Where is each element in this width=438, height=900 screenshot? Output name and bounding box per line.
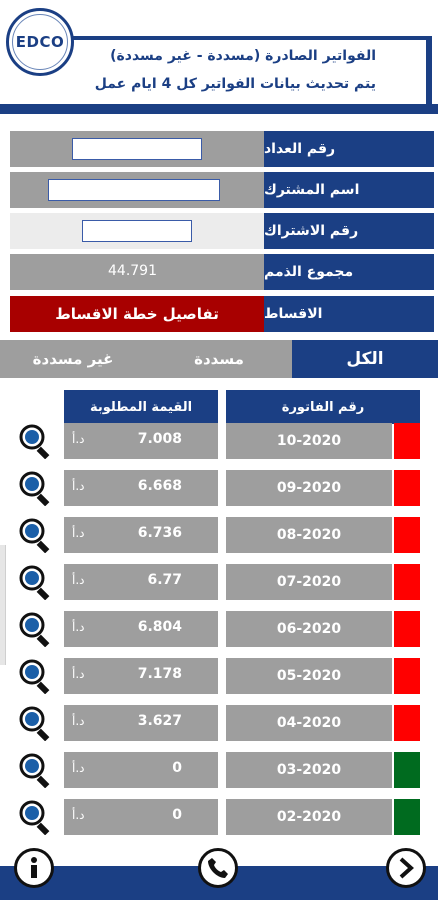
tab-unpaid[interactable]: غير مسددة (32, 350, 114, 368)
meter-number-input[interactable] (72, 138, 202, 160)
amount-cell (64, 799, 218, 835)
invoice-number[interactable]: 08-2020 (226, 517, 392, 553)
status-indicator (394, 799, 420, 835)
invoice-number[interactable]: 02-2020 (226, 799, 392, 835)
phone-icon (206, 856, 230, 880)
logo-text: EDCO (15, 33, 65, 51)
currency-label: د.أ (72, 808, 85, 822)
currency-label: د.أ (72, 432, 85, 446)
amount-cell (64, 564, 218, 600)
invoice-number[interactable]: 05-2020 (226, 658, 392, 694)
info-icon (24, 856, 44, 880)
installment-plan-button[interactable]: تفاصيل خطة الاقساط (10, 296, 264, 332)
magnifier-icon[interactable] (18, 517, 54, 553)
magnifier-icon[interactable] (18, 752, 54, 788)
amount-value: 6.736 (137, 525, 182, 541)
meter-number-label: رقم العداد (264, 131, 434, 167)
amount-value: 6.804 (137, 619, 182, 635)
status-indicator (394, 705, 420, 741)
invoice-number[interactable]: 10-2020 (226, 423, 392, 459)
amount-cell (64, 658, 218, 694)
header-divider (0, 104, 438, 114)
installments-label: الاقساط (264, 296, 434, 332)
page-title: الفواتير الصادرة (مسددة - غير مسددة) (110, 48, 376, 64)
invoice-number[interactable]: 09-2020 (226, 470, 392, 506)
magnifier-icon[interactable] (18, 611, 54, 647)
call-button[interactable] (198, 848, 238, 888)
status-indicator (394, 517, 420, 553)
magnifier-icon[interactable] (18, 658, 54, 694)
magnifier-icon[interactable] (18, 799, 54, 835)
invoice-number[interactable]: 04-2020 (226, 705, 392, 741)
status-indicator (394, 423, 420, 459)
currency-label: د.أ (72, 479, 85, 493)
currency-label: د.أ (72, 573, 85, 587)
amount-value: 0 (172, 760, 182, 776)
amount-column-header: القيمة المطلوبة (64, 390, 218, 424)
info-button[interactable] (14, 848, 54, 888)
status-indicator (394, 611, 420, 647)
side-handle[interactable] (0, 545, 6, 665)
subscription-number-label: رقم الاشتراك (264, 213, 434, 249)
amount-cell (64, 470, 218, 506)
amount-cell (64, 423, 218, 459)
amount-value: 7.008 (137, 431, 182, 447)
currency-label: د.أ (72, 714, 85, 728)
invoice-number[interactable]: 06-2020 (226, 611, 392, 647)
amount-value: 3.627 (137, 713, 182, 729)
subscription-number-input[interactable] (82, 220, 192, 242)
amount-value: 6.77 (147, 572, 182, 588)
header-frame (40, 36, 432, 108)
amount-cell (64, 752, 218, 788)
invoice-number[interactable]: 03-2020 (226, 752, 392, 788)
invoice-number[interactable]: 07-2020 (226, 564, 392, 600)
magnifier-icon[interactable] (18, 470, 54, 506)
currency-label: د.أ (72, 526, 85, 540)
invoice-column-header: رقم الفاتورة (226, 390, 420, 424)
status-indicator (394, 658, 420, 694)
total-dues-label: مجموع الذمم (264, 254, 434, 290)
amount-value: 6.668 (137, 478, 182, 494)
subscriber-name-input[interactable] (48, 179, 220, 201)
currency-label: د.أ (72, 620, 85, 634)
amount-value: 0 (172, 807, 182, 823)
page-subtitle: يتم تحديث بيانات الفواتير كل 4 ايام عمل (94, 76, 376, 92)
amount-cell (64, 517, 218, 553)
currency-label: د.أ (72, 761, 85, 775)
magnifier-icon[interactable] (18, 564, 54, 600)
magnifier-icon[interactable] (18, 705, 54, 741)
status-indicator (394, 470, 420, 506)
magnifier-icon[interactable] (18, 423, 54, 459)
chevron-right-icon (395, 856, 417, 880)
currency-label: د.أ (72, 667, 85, 681)
next-button[interactable] (386, 848, 426, 888)
amount-cell (64, 611, 218, 647)
status-indicator (394, 564, 420, 600)
tab-paid[interactable]: مسددة (194, 350, 244, 368)
logo-ring (12, 14, 68, 70)
subscriber-name-label: اسم المشترك (264, 172, 434, 208)
filter-tabs (0, 340, 438, 378)
total-dues-value: 44.791 (108, 263, 157, 279)
tab-all[interactable]: الكل (292, 340, 438, 378)
status-indicator (394, 752, 420, 788)
amount-value: 7.178 (137, 666, 182, 682)
amount-cell (64, 705, 218, 741)
